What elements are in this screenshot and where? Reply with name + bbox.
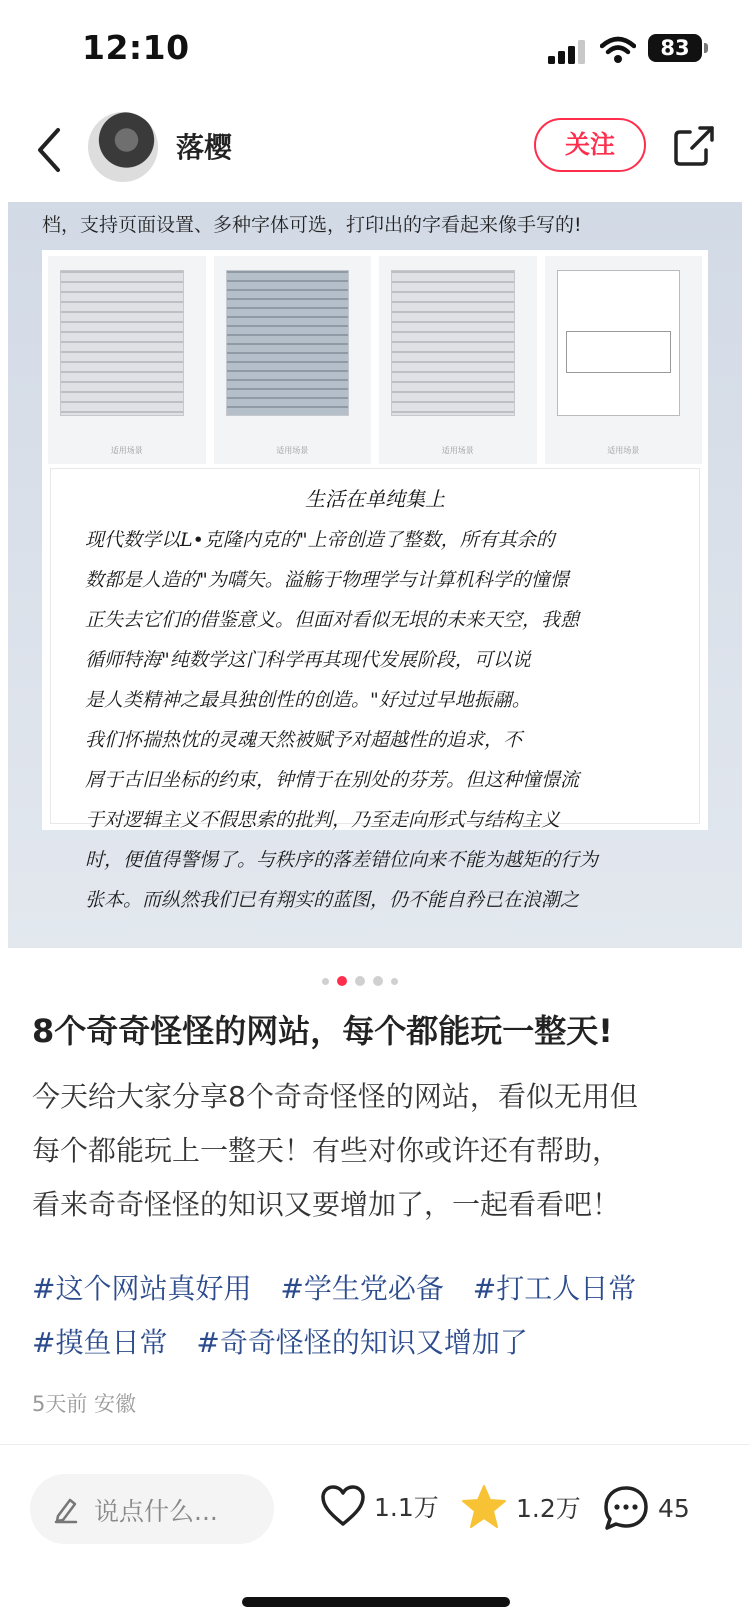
comment-button[interactable] bbox=[602, 1484, 690, 1532]
handwriting-line: 我们怀揣热忱的灵魂天然被赋予对超越性的追求，不 bbox=[85, 729, 523, 751]
author-name[interactable]: 落樱 bbox=[176, 131, 233, 164]
star-icon bbox=[460, 1484, 508, 1530]
handwriting-line: 现代数学以L•克隆内克的"上帝创造了整数，所有其余的 bbox=[85, 529, 555, 551]
image-banner-text: 档，支持页面设置、多种字体可选，打印出的字看起来像手写的! bbox=[42, 214, 582, 236]
comment-bubble-icon bbox=[602, 1484, 650, 1532]
wifi-icon bbox=[600, 36, 636, 64]
hashtag-link[interactable]: #奇奇怪怪的知识又增加了 bbox=[196, 1326, 528, 1359]
handwriting-line: 于对逻辑主义不假思索的批判，乃至走向形式与结构主义 bbox=[85, 809, 561, 831]
post-body-line: 每个都能玩上一整天！有些对你或许还有帮助， bbox=[32, 1134, 621, 1167]
post-image-carousel[interactable] bbox=[8, 202, 742, 948]
back-arrow-icon[interactable] bbox=[28, 122, 76, 178]
like-button[interactable] bbox=[320, 1484, 439, 1528]
thumbnail-row bbox=[48, 256, 702, 464]
handwriting-line: 屑于古旧坐标的约束，钟情于在别处的芬芳。但这种憧憬流 bbox=[85, 769, 580, 791]
home-indicator[interactable] bbox=[242, 1597, 510, 1607]
comment-count: 45 bbox=[658, 1493, 690, 1523]
carousel-dot bbox=[391, 978, 398, 985]
post-title: 8个奇奇怪怪的网站，每个都能玩一整天! bbox=[32, 1012, 613, 1050]
handwriting-line: 循师特海"纯数学这门科学再其现代发展阶段，可以说 bbox=[85, 649, 531, 671]
divider bbox=[0, 1444, 750, 1445]
hashtag-link[interactable]: #摸鱼日常 bbox=[32, 1326, 168, 1359]
carousel-dot bbox=[373, 976, 383, 986]
comment-input[interactable] bbox=[30, 1474, 274, 1544]
follow-button[interactable]: 关注 bbox=[534, 118, 646, 172]
post-body-line: 看来奇奇怪怪的知识又要增加了，一起看看吧！ bbox=[32, 1188, 621, 1221]
carousel-indicator bbox=[322, 976, 398, 986]
signal-icon bbox=[548, 40, 588, 64]
thumbnail: 适用场景 bbox=[379, 256, 537, 464]
carousel-dot bbox=[322, 978, 329, 985]
bottom-action-bar bbox=[0, 1456, 750, 1566]
image-card bbox=[42, 250, 708, 911]
battery-icon: 83 bbox=[648, 34, 702, 62]
handwriting-line: 张本。而纵然我们已有翔实的蓝图，仍不能自矜已在浪潮之 bbox=[85, 889, 580, 911]
handwriting-line: 数都是人造的"为嚆矢。溢觞于物理学与计算机科学的憧憬 bbox=[85, 569, 569, 591]
like-count: 1.1万 bbox=[374, 1493, 439, 1522]
pen-icon bbox=[52, 1494, 80, 1524]
handwriting-line: 时，便值得警惕了。与秩序的落差错位向来不能为越矩的行为 bbox=[85, 849, 599, 871]
handwriting-title: 生活在单纯集上 bbox=[305, 487, 445, 511]
post-header bbox=[0, 104, 750, 200]
handwriting-sample bbox=[50, 468, 700, 911]
post-body bbox=[32, 1070, 722, 1232]
thumbnail: 适用场景 bbox=[545, 256, 703, 464]
favorite-button[interactable] bbox=[460, 1484, 581, 1530]
status-time: 12:10 bbox=[82, 28, 190, 67]
hashtag-link[interactable]: #打工人日常 bbox=[472, 1272, 637, 1305]
carousel-dot-active bbox=[337, 976, 347, 986]
thumbnail: 适用场景 bbox=[48, 256, 206, 464]
hashtag-list bbox=[32, 1262, 732, 1370]
carousel-dot bbox=[355, 976, 365, 986]
favorite-count: 1.2万 bbox=[516, 1494, 581, 1523]
thumbnail: 适用场景 bbox=[214, 256, 372, 464]
handwriting-line: 是人类精神之最具独创性的创造。"好过过早地振翮。 bbox=[85, 689, 531, 711]
share-icon[interactable] bbox=[670, 122, 718, 170]
post-meta: 5天前 安徽 bbox=[32, 1392, 137, 1416]
heart-icon bbox=[320, 1484, 366, 1528]
status-bar bbox=[0, 0, 750, 96]
post-body-line: 今天给大家分享8个奇奇怪怪的网站，看似无用但 bbox=[32, 1080, 638, 1113]
hashtag-link[interactable]: #这个网站真好用 bbox=[32, 1272, 252, 1305]
avatar[interactable] bbox=[88, 112, 158, 182]
comment-placeholder: 说点什么... bbox=[94, 1497, 218, 1526]
handwriting-line: 正失去它们的借鉴意义。但面对看似无垠的未来天空，我憩 bbox=[85, 609, 580, 631]
hashtag-link[interactable]: #学生党必备 bbox=[280, 1272, 444, 1305]
